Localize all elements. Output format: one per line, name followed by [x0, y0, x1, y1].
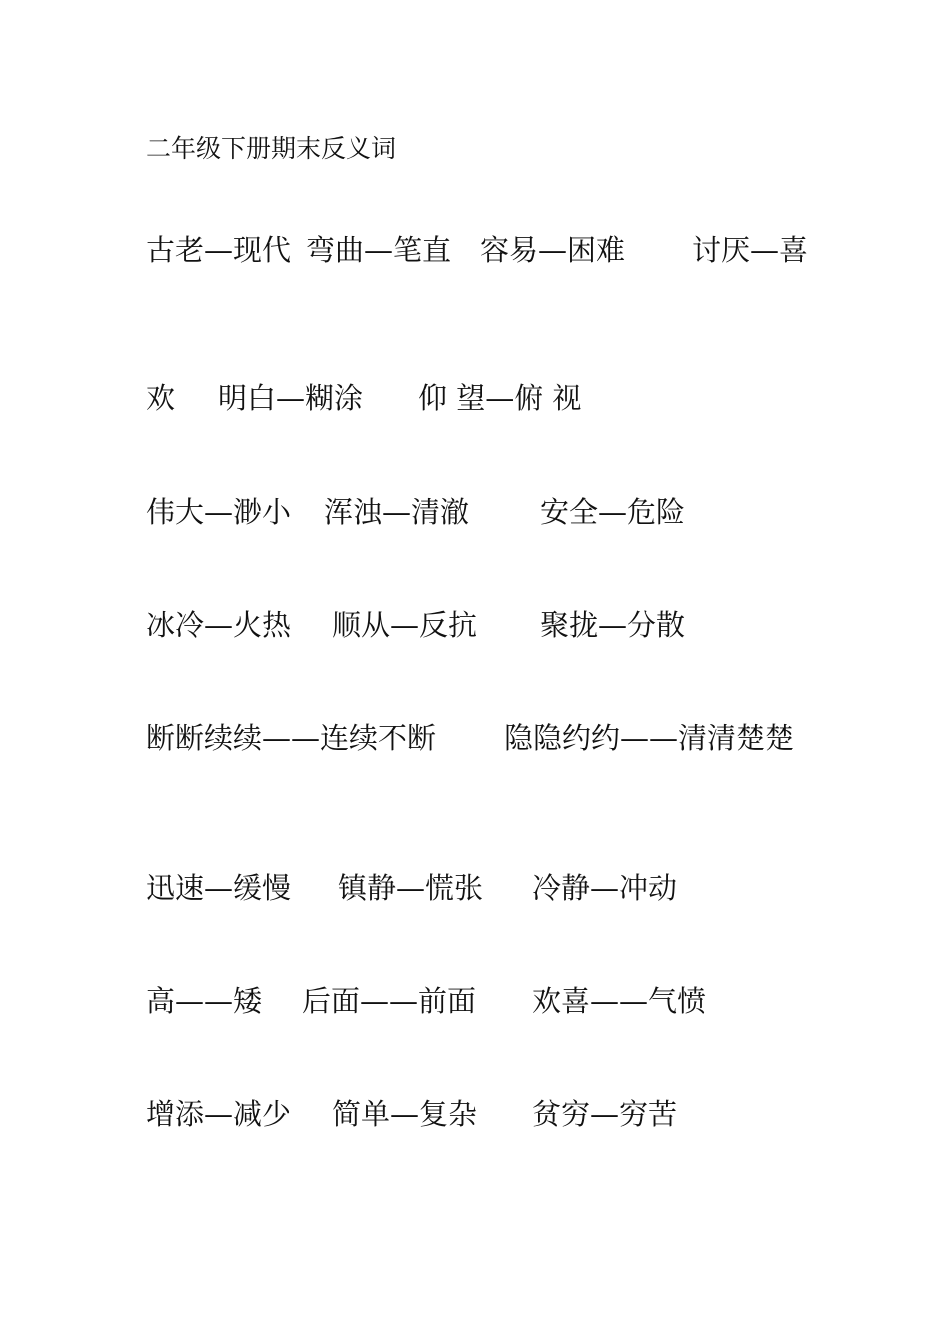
antonym-pair: 讨厌—喜	[692, 233, 809, 267]
antonym-pair: 安全—危险	[540, 495, 686, 529]
antonym-pair: 欢喜——气愤	[532, 984, 707, 1018]
antonym-pair: 隐隐约约——清清楚楚	[504, 721, 795, 755]
antonym-pair: 断断续续——连续不断	[146, 721, 437, 755]
antonym-pair: 弯曲—笔直	[306, 233, 452, 267]
antonym-pair: 欢	[146, 381, 176, 415]
antonym-pair: 容易—困难	[480, 233, 626, 267]
antonym-pair: 镇静—慌张	[338, 871, 484, 905]
antonym-pair: 古老—现代	[146, 233, 292, 267]
antonym-pair: 迅速—缓慢	[146, 871, 292, 905]
antonym-pair: 增添—减少	[146, 1097, 292, 1131]
antonym-pair: 仰 望—俯 视	[418, 381, 582, 415]
antonym-pair: 冷静—冲动	[532, 871, 678, 905]
antonym-pair: 浑浊—清澈	[324, 495, 470, 529]
antonym-pair: 明白—糊涂	[218, 381, 364, 415]
antonym-pair: 伟大—渺小	[146, 495, 292, 529]
document-title: 二年级下册期末反义词	[146, 134, 397, 163]
antonym-pair: 冰冷—火热	[146, 608, 292, 642]
antonym-pair: 后面——前面	[302, 984, 477, 1018]
antonym-pair: 高——矮	[146, 984, 263, 1018]
antonym-pair: 顺从—反抗	[332, 608, 478, 642]
antonym-pair: 简单—复杂	[332, 1097, 478, 1131]
antonym-pair: 聚拢—分散	[540, 608, 686, 642]
antonym-pair: 贫穷—穷苦	[532, 1097, 678, 1131]
